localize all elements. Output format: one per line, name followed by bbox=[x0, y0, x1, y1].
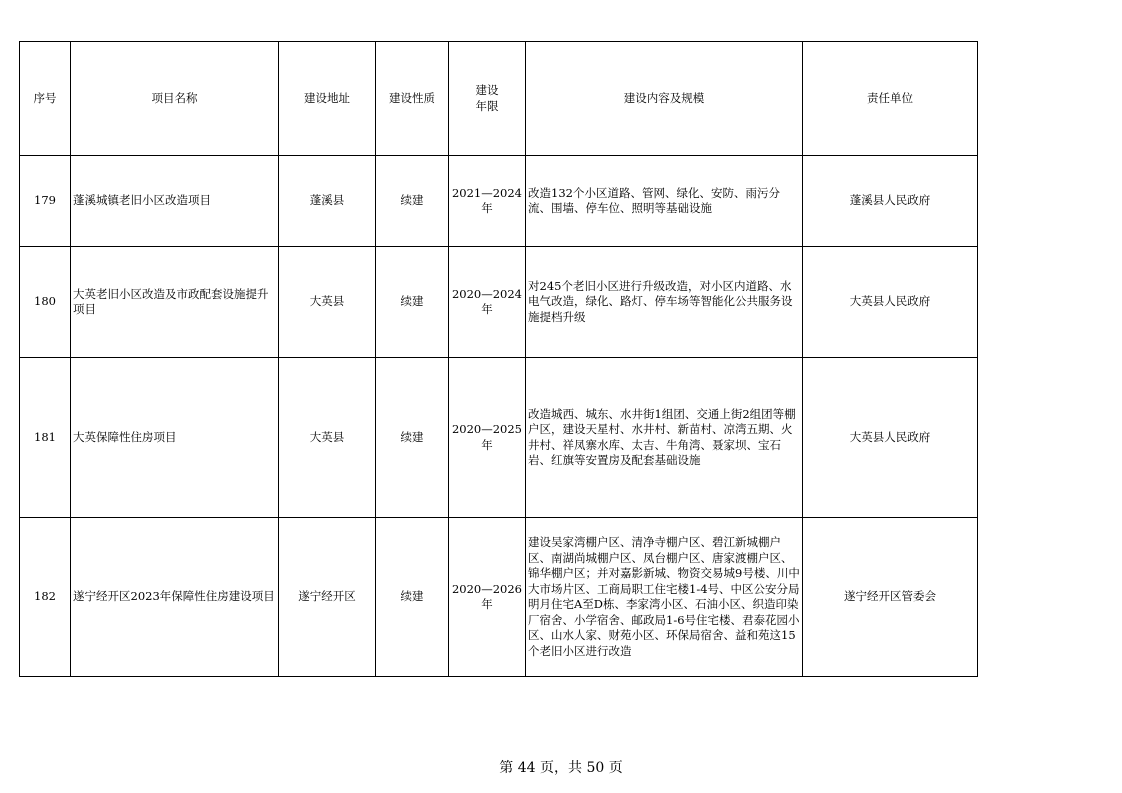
cell-address: 蓬溪县 bbox=[279, 156, 376, 247]
cell-name: 大英保障性住房项目 bbox=[71, 358, 279, 518]
table-row bbox=[20, 518, 978, 677]
cell-unit: 大英县人民政府 bbox=[803, 247, 978, 358]
cell-unit: 大英县人民政府 bbox=[803, 358, 978, 518]
cell-address: 大英县 bbox=[279, 358, 376, 518]
cell-content: 对245个老旧小区进行升级改造，对小区内道路、水电气改造，绿化、路灯、停车场等智能化公共服务设施提档升级 bbox=[526, 247, 803, 358]
cell-nature: 续建 bbox=[376, 247, 449, 358]
cell-period: 2021—2024年 bbox=[449, 156, 526, 247]
cell-nature: 续建 bbox=[376, 518, 449, 677]
header-address: 建设地址 bbox=[279, 42, 376, 156]
table-row bbox=[20, 247, 978, 358]
cell-seq: 180 bbox=[20, 247, 71, 358]
cell-address: 大英县 bbox=[279, 247, 376, 358]
header-period bbox=[449, 42, 526, 156]
project-table bbox=[19, 41, 978, 677]
header-content: 建设内容及规模 bbox=[526, 42, 803, 156]
cell-address: 遂宁经开区 bbox=[279, 518, 376, 677]
header-row bbox=[20, 42, 978, 156]
cell-name: 大英老旧小区改造及市政配套设施提升项目 bbox=[71, 247, 279, 358]
cell-period: 2020—2024年 bbox=[449, 247, 526, 358]
header-unit: 责任单位 bbox=[803, 42, 978, 156]
cell-name: 蓬溪城镇老旧小区改造项目 bbox=[71, 156, 279, 247]
header-period-line2: 年限 bbox=[475, 98, 499, 113]
header-nature: 建设性质 bbox=[376, 42, 449, 156]
cell-name: 遂宁经开区2023年保障性住房建设项目 bbox=[71, 518, 279, 677]
cell-content: 建设吴家湾棚户区、清净寺棚户区、碧江新城棚户区、南湖尚城棚户区、凤台棚户区、唐家渡棚户区、锦华棚户区；并对嘉影新城、物资交易城9号楼、川中大市场片区、工商局职工住宅楼1-4号、中区公安分局明月住宅A至D栋、李家湾小区、石油小区、织造印染厂宿舍、小学宿舍、邮政局1-6号住宅楼、君泰花园小区、山水人家、财苑小区、环保局宿舍、益和苑这15个老旧小区进行改造 bbox=[526, 518, 803, 677]
cell-content: 改造132个小区道路、管网、绿化、安防、雨污分流、围墙、停车位、照明等基础设施 bbox=[526, 156, 803, 247]
cell-period: 2020—2025年 bbox=[449, 358, 526, 518]
cell-nature: 续建 bbox=[376, 156, 449, 247]
header-name: 项目名称 bbox=[71, 42, 279, 156]
header-period-line1: 建设 bbox=[475, 83, 499, 97]
page-footer: 第 44 页，共 50 页 bbox=[499, 760, 623, 776]
cell-content: 改造城西、城东、水井街1组团、交通上街2组团等棚户区，建设天星村、水井村、新苗村、凉湾五期、火井村、祥凤寨水库、太吉、牛角湾、聂家坝、宝石岩、红旗等安置房及配套基础设施 bbox=[526, 358, 803, 518]
cell-seq: 182 bbox=[20, 518, 71, 677]
cell-nature: 续建 bbox=[376, 358, 449, 518]
cell-seq: 181 bbox=[20, 358, 71, 518]
table-row bbox=[20, 156, 978, 247]
cell-period: 2020—2026年 bbox=[449, 518, 526, 677]
cell-unit: 遂宁经开区管委会 bbox=[803, 518, 978, 677]
header-seq: 序号 bbox=[20, 42, 71, 156]
cell-seq: 179 bbox=[20, 156, 71, 247]
table-row bbox=[20, 358, 978, 518]
cell-unit: 蓬溪县人民政府 bbox=[803, 156, 978, 247]
